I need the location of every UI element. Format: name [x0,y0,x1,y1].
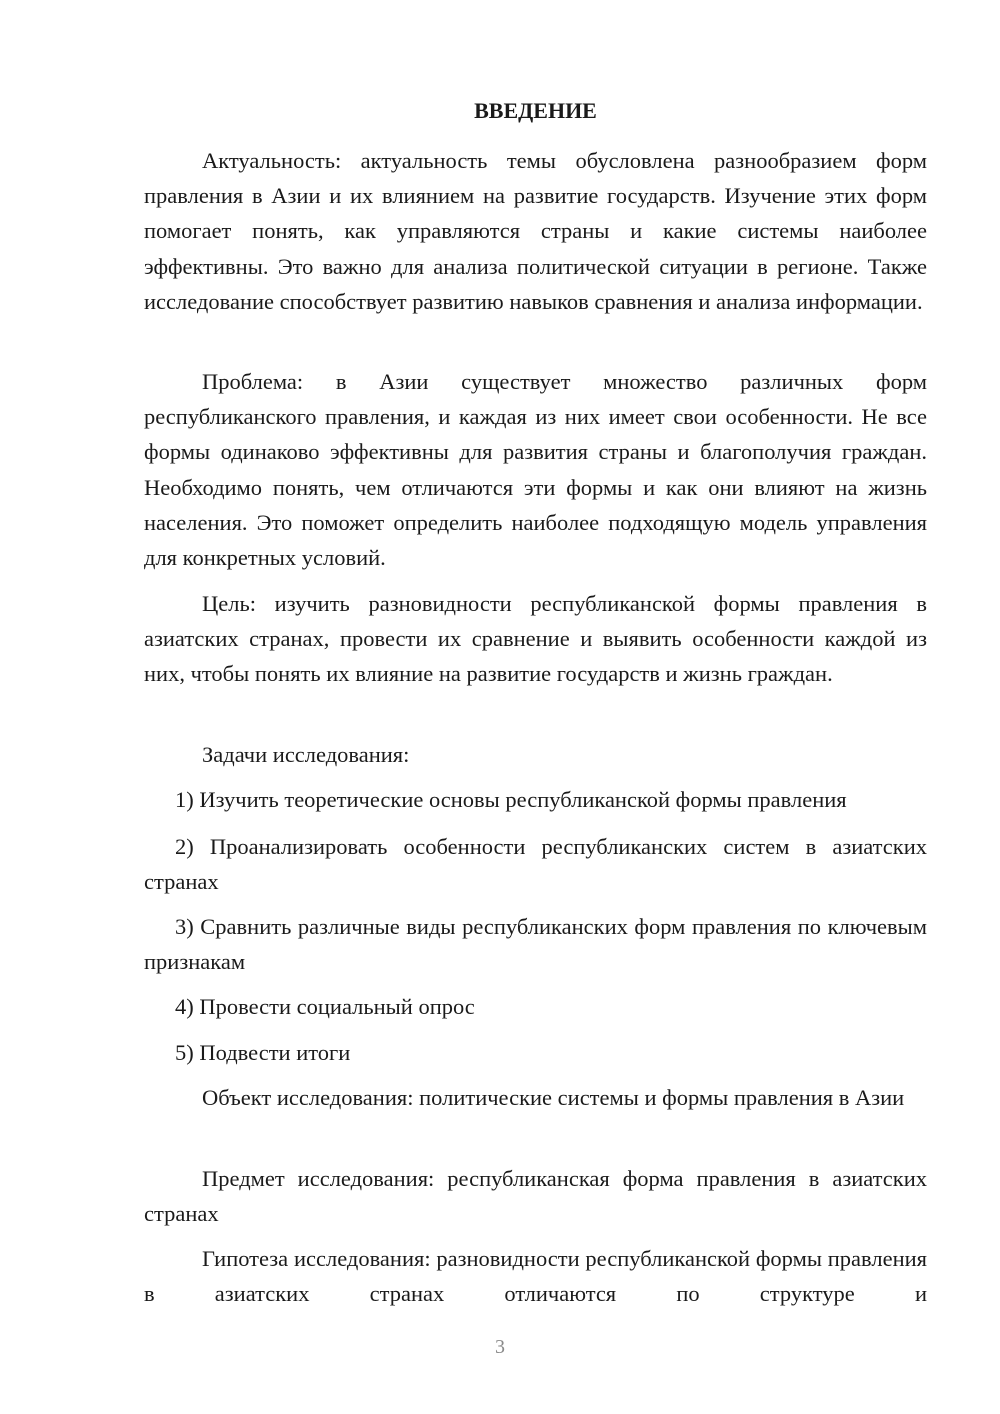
research-object-paragraph: Объект исследования: политические системы и формы правления в Азии [202,1085,905,1110]
tasks-heading: Задачи исследования: [202,742,410,767]
goal-paragraph: Цель: изучить разновидности республиканской формы правления в азиатских странах, провести их сравнение и выявить особенности каждой из них, чтобы понять их влияние на развитие государств и жизнь граждан. [144,591,927,687]
section-title: ВВЕДЕНИЕ [474,98,597,123]
task-item-4: 4) Провести социальный опрос [175,994,475,1019]
task-item-5: 5) Подвести итоги [175,1040,351,1065]
research-subject-paragraph: Предмет исследования: республиканская форма правления в азиатских странах [144,1166,927,1227]
task-item-3: 3) Сравнить различные виды республиканских форм правления по ключевым признакам [144,914,927,975]
task-item-2: 2) Проанализировать особенности республиканских систем в азиатских странах [144,834,927,895]
task-item-1: 1) Изучить теоретические основы республиканской формы правления [175,787,847,812]
problem-paragraph: Проблема: в Азии существует множество различных форм республиканского правления, и каждая из них имеет свои особенности. Не все формы одинаково эффективны для развития страны и благополучия граждан. Необходимо понять, чем отличаются эти формы и как они влияют на жизнь населения. Это поможет определить наиболее подходящую модель управления для конкретных условий. [144,369,927,571]
hypothesis-paragraph: Гипотеза исследования: разновидности республиканской формы правления в азиатских странах отличаются по структуре и [144,1246,927,1307]
relevance-paragraph: Актуальность: актуальность темы обусловлена разнообразием форм правления в Азии и их влиянием на развитие государств. Изучение этих форм помогает понять, как управляются страны и какие системы наиболее эффективны. Это важно для анализа политической ситуации в регионе. Также исследование способствует развитию навыков сравнения и анализа информации. [144,148,927,314]
page-number: 3 [495,1336,505,1358]
